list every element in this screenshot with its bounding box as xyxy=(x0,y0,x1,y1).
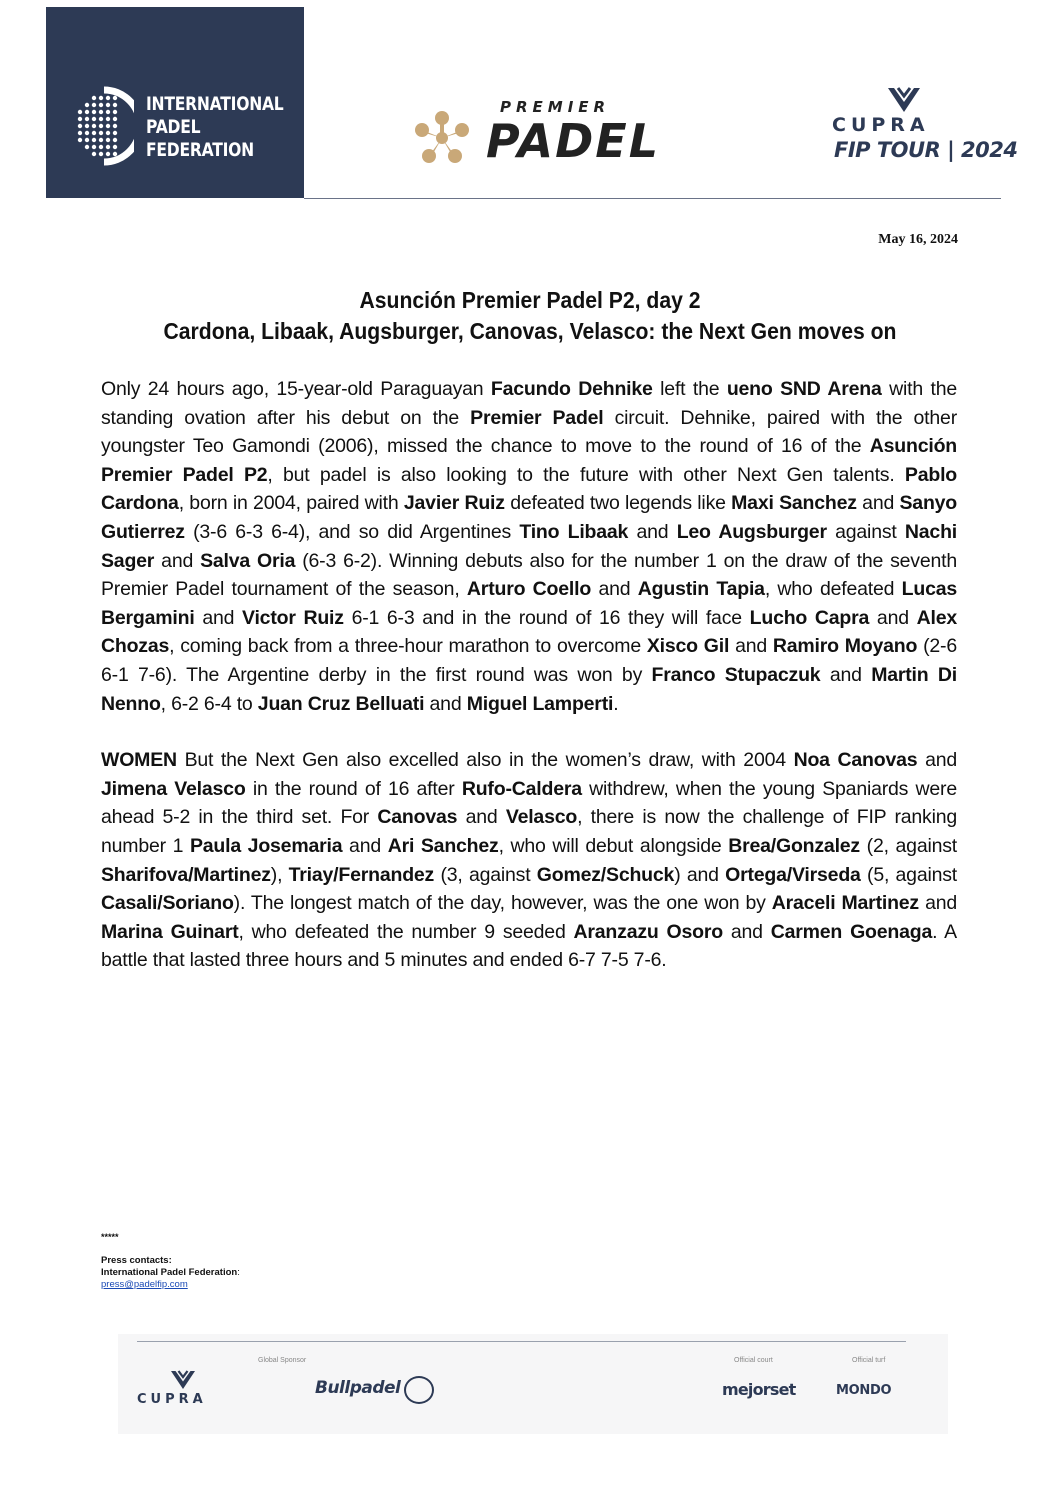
press-release-title xyxy=(60,285,1000,347)
ipf-line-3: FEDERATION xyxy=(146,139,254,161)
bold-run: Xisco Gil xyxy=(646,635,730,658)
bold-run: Velasco xyxy=(505,806,578,829)
press-email-link[interactable]: press@padelfip.com xyxy=(101,1279,188,1290)
text-run: . A battle that lasted three hours and 5 minutes and ended 6-7 7-5 7-6. xyxy=(101,920,957,972)
bold-run: Asunción Premier Padel P2 xyxy=(101,435,957,486)
text-run: , who defeated the number 9 seeded xyxy=(238,920,574,943)
text-run: left the xyxy=(652,378,727,400)
text-run: 6-1 6-3 and in the round of 16 they will face xyxy=(343,606,750,629)
bold-run: Tino Libaak xyxy=(519,520,629,543)
text-run: and xyxy=(856,492,900,515)
text-run: , 6-2 6-4 to xyxy=(160,692,258,715)
bold-run: Ramiro Moyano xyxy=(772,635,918,658)
text-run: and xyxy=(917,749,958,772)
bold-run: Gomez/Schuck xyxy=(536,863,675,886)
press-contacts-org xyxy=(101,1267,240,1279)
title-line-2: Cardona, Libaak, Augsburger, Canovas, Velasco: the Next Gen moves on xyxy=(163,318,897,344)
text-run: Only 24 hours ago, 15-year-old Paraguayan xyxy=(101,378,491,400)
text-run: ) and xyxy=(674,863,726,886)
premier-padel-star-icon xyxy=(412,110,472,166)
text-run: and xyxy=(194,606,242,629)
cupra-wordmark: CUPRA xyxy=(832,114,930,136)
bold-run: ueno SND Arena xyxy=(726,378,882,400)
text-run: and xyxy=(457,806,506,829)
mejorset-logo: mejorset xyxy=(722,1380,796,1399)
premier-wordmark: PREMIER xyxy=(500,98,611,116)
bold-run: Pablo Cardona xyxy=(101,463,957,515)
bold-run: Ortega/Virseda xyxy=(725,863,861,886)
bold-run: Arturo Coello xyxy=(466,578,592,601)
bold-run: Martin Di Nenno xyxy=(101,663,957,715)
text-run: , but padel is also looking to the future with other Next Gen talents. xyxy=(267,463,905,486)
bold-run: Brea/Gonzalez xyxy=(728,834,860,857)
bold-run: Sanyo Gutierrez xyxy=(101,492,958,543)
official-court-caption: Official court xyxy=(734,1357,773,1364)
text-run: (2-6 6-1 7-6). The Argentine derby in the first round was won by xyxy=(101,635,957,686)
bold-run: Araceli Martinez xyxy=(771,892,919,915)
bold-run: Victor Ruiz xyxy=(242,606,344,629)
text-run: , born in 2004, paired with xyxy=(178,492,404,515)
footer-cupra-emblem-icon xyxy=(168,1369,198,1391)
header-divider xyxy=(304,198,1001,199)
text-run: and xyxy=(154,549,201,572)
press-contacts-label: Press contacts: xyxy=(101,1255,172,1266)
bold-run: Premier Padel xyxy=(470,406,604,429)
footer-divider xyxy=(137,1341,906,1342)
bold-run: Miguel Lamperti xyxy=(466,692,614,715)
bold-run: Marina Guinart xyxy=(101,920,239,943)
org-colon: : xyxy=(237,1267,240,1278)
text-run: ), xyxy=(270,863,289,886)
text-run: (2, against xyxy=(859,834,958,857)
bold-run: Nachi Sager xyxy=(101,520,957,572)
text-run: defeated two legends like xyxy=(504,492,732,515)
text-run: circuit. Dehnike, paired with the other youngster Teo Gamondi (2006), missed the chance to move to the round of 16 of the xyxy=(101,406,957,458)
text-run: (5, against xyxy=(860,863,958,886)
bold-run: Alex Chozas xyxy=(101,606,957,658)
article-body xyxy=(101,375,957,1003)
bold-run: Canovas xyxy=(377,806,458,829)
bold-run: Aranzazu Osoro xyxy=(573,920,723,943)
article-paragraph xyxy=(101,375,957,718)
press-contacts xyxy=(101,1255,240,1291)
text-run: and xyxy=(869,606,917,629)
bold-run: Lucho Capra xyxy=(749,606,870,629)
text-run: . xyxy=(613,692,619,715)
text-run: ). The longest match of the day, however, was the one won by xyxy=(233,892,772,915)
bold-run: Maxi Sanchez xyxy=(731,492,857,515)
cupra-emblem-icon xyxy=(884,86,924,114)
ipf-ball-logo xyxy=(74,86,134,166)
bullpadel-logo: Bullpadel xyxy=(315,1378,401,1398)
text-run: and xyxy=(424,692,467,715)
bold-run: Sharifova/Martinez xyxy=(101,863,271,886)
text-run: and xyxy=(591,578,638,601)
ipf-line-1: INTERNATIONAL xyxy=(146,93,284,115)
text-run: in the round of 16 after xyxy=(245,777,462,800)
text-run: and xyxy=(628,520,677,543)
text-run: against xyxy=(826,520,905,543)
text-run: , there is now the challenge of FIP ranking number 1 xyxy=(101,806,957,857)
fip-tour-2024: FIP TOUR | 2024 xyxy=(834,138,1018,162)
bold-run: Juan Cruz Belluati xyxy=(257,692,425,715)
release-date: May 16, 2024 xyxy=(878,232,958,247)
ipf-wordmark xyxy=(146,93,314,162)
sponsor-footer xyxy=(118,1334,948,1434)
text-run: But the Next Gen also excelled also in the women’s draw, with 2004 xyxy=(176,749,794,772)
bullpadel-emblem-icon xyxy=(404,1376,434,1404)
text-run: and xyxy=(918,892,957,915)
bold-run: Facundo Dehnike xyxy=(490,378,653,400)
text-run: , coming back from a three-hour marathon to overcome xyxy=(169,635,647,658)
bold-run: Rufo-Caldera xyxy=(461,777,582,800)
bold-run: Salva Oria xyxy=(200,549,296,572)
text-run: (3, against xyxy=(434,863,537,886)
org-name: International Padel Federation xyxy=(101,1267,238,1278)
bold-run: Paula Josemaria xyxy=(189,834,343,857)
global-sponsor-caption: Global Sponsor xyxy=(258,1357,307,1364)
text-run: withdrew, when the young Spaniards were ahead 5-2 in the third set. For xyxy=(101,777,957,829)
text-run: , who defeated xyxy=(764,578,902,601)
title-line-1: Asunción Premier Padel P2, day 2 xyxy=(359,287,701,313)
bold-run: Carmen Goenaga xyxy=(770,920,933,943)
article-paragraph xyxy=(101,746,957,975)
text-run: with the standing ovation after his debut on the xyxy=(101,378,957,429)
bold-run: Lucas Bergamini xyxy=(101,578,958,629)
text-run: (6-3 6-2). Winning debuts also for the number 1 on the draw of the seventh Premier Padel tournament of the season, xyxy=(101,549,957,601)
text-run: , who will debut alongside xyxy=(498,834,729,857)
bold-run: Triay/Fernandez xyxy=(288,863,435,886)
bold-run: Agustin Tapia xyxy=(637,578,765,601)
bold-run: Casali/Soriano xyxy=(101,892,234,915)
bold-run: Franco Stupaczuk xyxy=(651,663,821,686)
bold-run: Leo Augsburger xyxy=(676,520,827,543)
bold-run: Ari Sanchez xyxy=(387,834,499,857)
footer-cupra-logo: CUPRA xyxy=(137,1392,207,1407)
bold-run: WOMEN xyxy=(101,749,177,772)
text-run: and xyxy=(342,834,388,857)
text-run: and xyxy=(729,635,773,658)
mondo-logo: MONDO xyxy=(836,1383,892,1398)
bold-run: Javier Ruiz xyxy=(403,492,505,515)
official-turf-caption: Official turf xyxy=(852,1357,886,1364)
text-run: (3-6 6-3 6-4), and so did Argentines xyxy=(184,520,520,543)
separator-stars: ***** xyxy=(101,1232,119,1242)
bold-run: Noa Canovas xyxy=(793,749,918,772)
padel-wordmark: PADEL xyxy=(486,114,661,168)
ipf-line-2: PADEL xyxy=(146,116,201,138)
text-run: and xyxy=(820,663,872,686)
text-run: and xyxy=(722,920,771,943)
bold-run: Jimena Velasco xyxy=(101,777,246,800)
